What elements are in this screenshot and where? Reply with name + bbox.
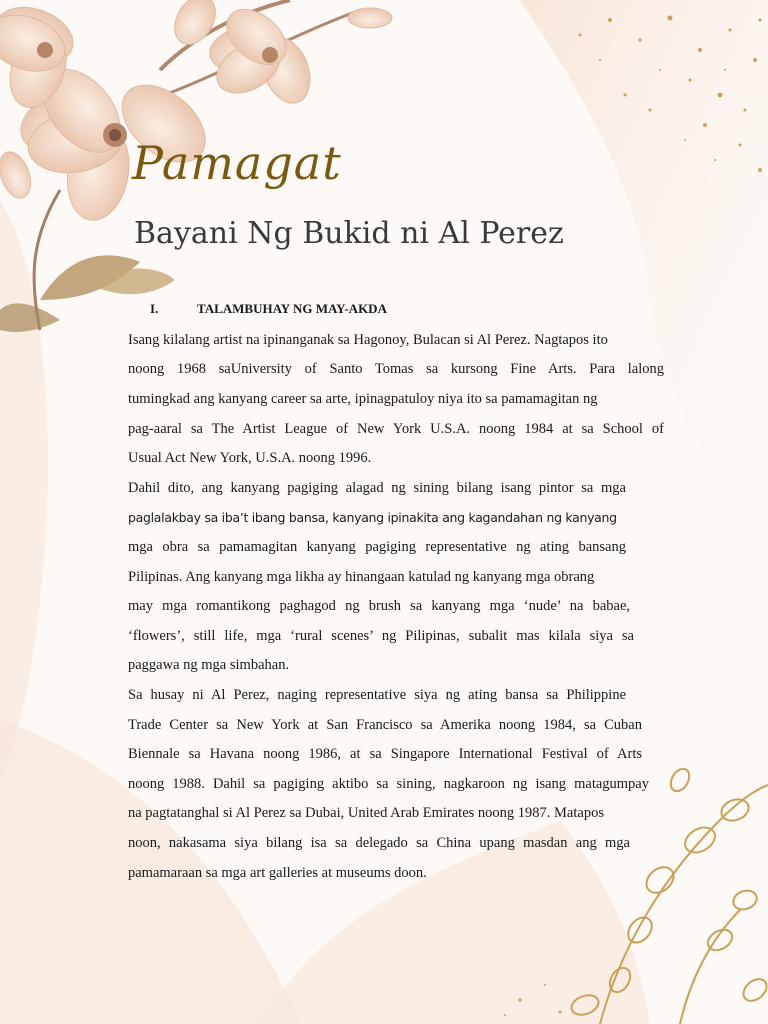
section-heading (150, 301, 387, 317)
body-line: paglalakbay sa iba’t ibang bansa, kanyang ipinakita ang kagandahan ng kanyang (128, 510, 617, 525)
body-line: mga obra sa pamamagitan kanyang pagiging representative ng ating bansang (128, 539, 626, 555)
body-line: Biennale sa Havana noong 1986, at sa Singapore International Festival of Arts (128, 746, 642, 762)
script-title: Pamagat (132, 136, 342, 190)
body-line: paggawa ng mga simbahan. (128, 657, 290, 673)
body-line: may mga romantikong paghagod ng brush sa kanyang mga ‘nude’ na babae, (128, 598, 630, 614)
body-line: noong 1988. Dahil sa pagiging aktibo sa sining, nagkaroon ng isang matagumpay (128, 776, 649, 792)
body-line: noon, nakasama siya bilang isa sa delegado sa China upang masdan ang mga (128, 835, 630, 851)
body-line: Trade Center sa New York at San Francisco sa Amerika noong 1984, sa Cuban (128, 717, 642, 733)
body-line: pamamaraan sa mga art galleries at museums doon. (128, 865, 427, 881)
watercolor-wash-left (0, 200, 48, 780)
section-number: I. (150, 301, 159, 316)
body-line: na pagtatanghal si Al Perez sa Dubai, United Arab Emirates noong 1987. Matapos (128, 805, 604, 821)
body-line: noong 1968 saUniversity of Santo Tomas sa kursong Fine Arts. Para lalong (128, 361, 664, 377)
body-line: pag-aaral sa The Artist League of New York U.S.A. noong 1984 at sa School of (128, 421, 664, 437)
body-line: tumingkad ang kanyang career sa arte, ipinagpatuloy niya ito sa pamamagitan ng (128, 391, 598, 407)
body-line: Sa husay ni Al Perez, naging representative siya ng ating bansa sa Philippine (128, 687, 626, 703)
body-line: Pilipinas. Ang kanyang mga likha ay hinangaan katulad ng kanyang mga obrang (128, 569, 595, 585)
body-line: Isang kilalang artist na ipinanganak sa Hagonoy, Bulacan si Al Perez. Nagtapos ito (128, 332, 608, 348)
page-subtitle: Bayani Ng Bukid ni Al Perez (134, 216, 564, 251)
body-line: ‘flowers’, still life, mga ‘rural scenes’ ng Pilipinas, subalit mas kilala siya sa (128, 628, 634, 644)
body-line: Usual Act New York, U.S.A. noong 1996. (128, 450, 372, 466)
body-line: Dahil dito, ang kanyang pagiging alagad ng sining bilang isang pintor sa mga (128, 480, 626, 496)
section-heading-text: TALAMBUHAY NG MAY-AKDA (197, 301, 387, 316)
watercolor-wash-right (520, 0, 768, 520)
